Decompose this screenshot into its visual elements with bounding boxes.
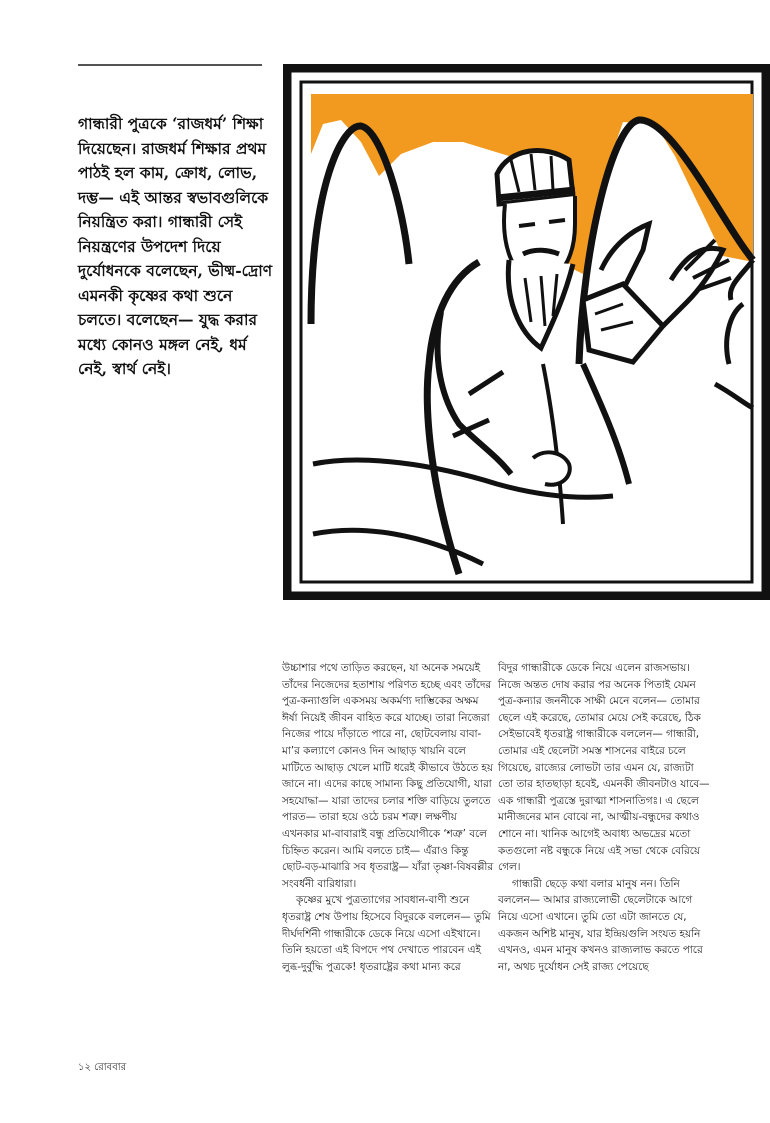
body-column-left: [282, 660, 494, 975]
pull-quote: গান্ধারী পুত্রকে ‘রাজধর্ম’ শিক্ষা দিয়েছেন। রাজধর্ম শিক্ষার প্রথম পাঠই হল কাম, ক্রোধ, লোভ, দম্ভ— এই আন্তর স্বভাবগুলিকে নিয়ন্ত্রিত করা। গান্ধারী সেই নিয়ন্ত্রণের উপদেশ দিয়ে দুর্যোধনকে বলেছেন, ভীষ্ম-দ্রোণ এমনকী কৃষ্ণের কথা শুনে চলতে। বলেছেন— যুদ্ধ করার মধ্যে কোনও মঙ্গল নেই, ধর্ম নেই, স্বার্থ নেই।: [78, 114, 273, 378]
top-rule: [78, 64, 262, 66]
body-paragraph: বিদুর গান্ধারীকে ডেকে নিয়ে এলেন রাজসভায়। নিজে অন্তত দোষ করার পর অনেক পিতাই যেমন পুত্র-কন্যার জননীকে সাক্ষী মেনে বলেন— তোমার ছেলে এই করেছে, তোমার মেয়ে সেই করেছে, ঠিক সেইভাবেই ধৃতরাষ্ট্র গান্ধারীকে বললেন— গান্ধারী, তোমার এই ছেলেটা সমস্ত শাসনের বাইরে চলে গিয়েছে, রাজ্যের লোভটা তার এমন যে, রাজ্যটা তো তার হাতছাড়া হবেই, এমনকী জীবনটাও যাবে— এক গান্ধারী পুত্রস্তে দুরাত্মা শাসনাতিগঃ। এ ছেলে মানীজনের মান বোঝে না, আত্মীয়-বন্ধুদের কথাও শোনে না। খানিক আগেই অবাধ্য অভদ্রের মতো কতগুলো নষ্ট বন্ধুকে নিয়ে এই সভা থেকে বেরিয়ে গেল।: [498, 662, 710, 874]
page-folio: ১২ রোববার: [78, 1062, 127, 1073]
body-paragraph: উচ্চাশার পথে তাড়িত করছেন, যা অনেক সময়েই তাঁদের নিজেদের হতাশায় পরিণত হচ্ছে এবং তাঁদের পুত্র-কন্যাগুলি একসময় অকর্মণ্য দাম্ভিকের অক্ষম ঈর্ষা নিয়েই জীবন বাহিত করে যাচ্ছে। তারা নিজেরা নিজের পায়ে দাঁড়াতে পারে না, ছোটবেলায় বাবা-মা’র কল্যাণে কোনও দিন আছাড় খায়নি বলে মাটিতে আছাড় খেলে মাটি ধরেই কীভাবে উঠতে হয় জানে না। এদের কাছে সামান্য কিছু প্রতিযোগী, যারা সহযোদ্ধা— যারা তাদের চলার শক্তি বাড়িয়ে তুলতে পারত— তারা হয়ে ওঠে চরম শত্রু। লক্ষণীয় এখনকার মা-বাবারাই বন্ধু প্রতিযোগীকে ‘শত্রু’ বলে চিহ্নিত করেন। আমি বলতে চাই— এঁরাও কিন্তু ছোট-বড়-মাঝারি সব ধৃতরাষ্ট্র— যাঁরা তৃষ্ণা-বিষবল্লীর সংবর্ধনী বারিধারা।: [282, 662, 494, 890]
body-paragraph: কৃষ্ণের মুখে পুত্রত্যাগের সাবধান-বাণী শুনে ধৃতরাষ্ট্র শেষ উপায় হিসেবে বিদুরকে বললেন— তুমি দীর্ঘদর্শিনী গান্ধারীকে ডেকে নিয়ে এসো এইখানে। তিনি হয়তো এই বিপদে পথ দেখাতে পারবেন এই লুব্ধ-দুর্বুদ্ধি পুত্রকে! ধৃতরাষ্ট্রের কথা মান্য করে: [282, 894, 491, 973]
body-paragraph: গান্ধারী ছেড়ে কথা বলার মানুষ নন। তিনি বললেন— আমার রাজ্যলোভী ছেলেটাকে আগে নিয়ে এসো এখানে। তুমি তো এটা জানতে যে, একজন অশিষ্ট মানুষ, যার ইন্দ্রিয়গুলি সংযত হয়নি এখনও, এমন মানুষ কখনও রাজ্যলাভ করতে পারে না, অথচ দুর্যোধন সেই রাজ্য পেয়েছে: [498, 877, 703, 973]
illustration-king-gesturing: [283, 64, 770, 600]
body-column-right: [498, 660, 710, 975]
